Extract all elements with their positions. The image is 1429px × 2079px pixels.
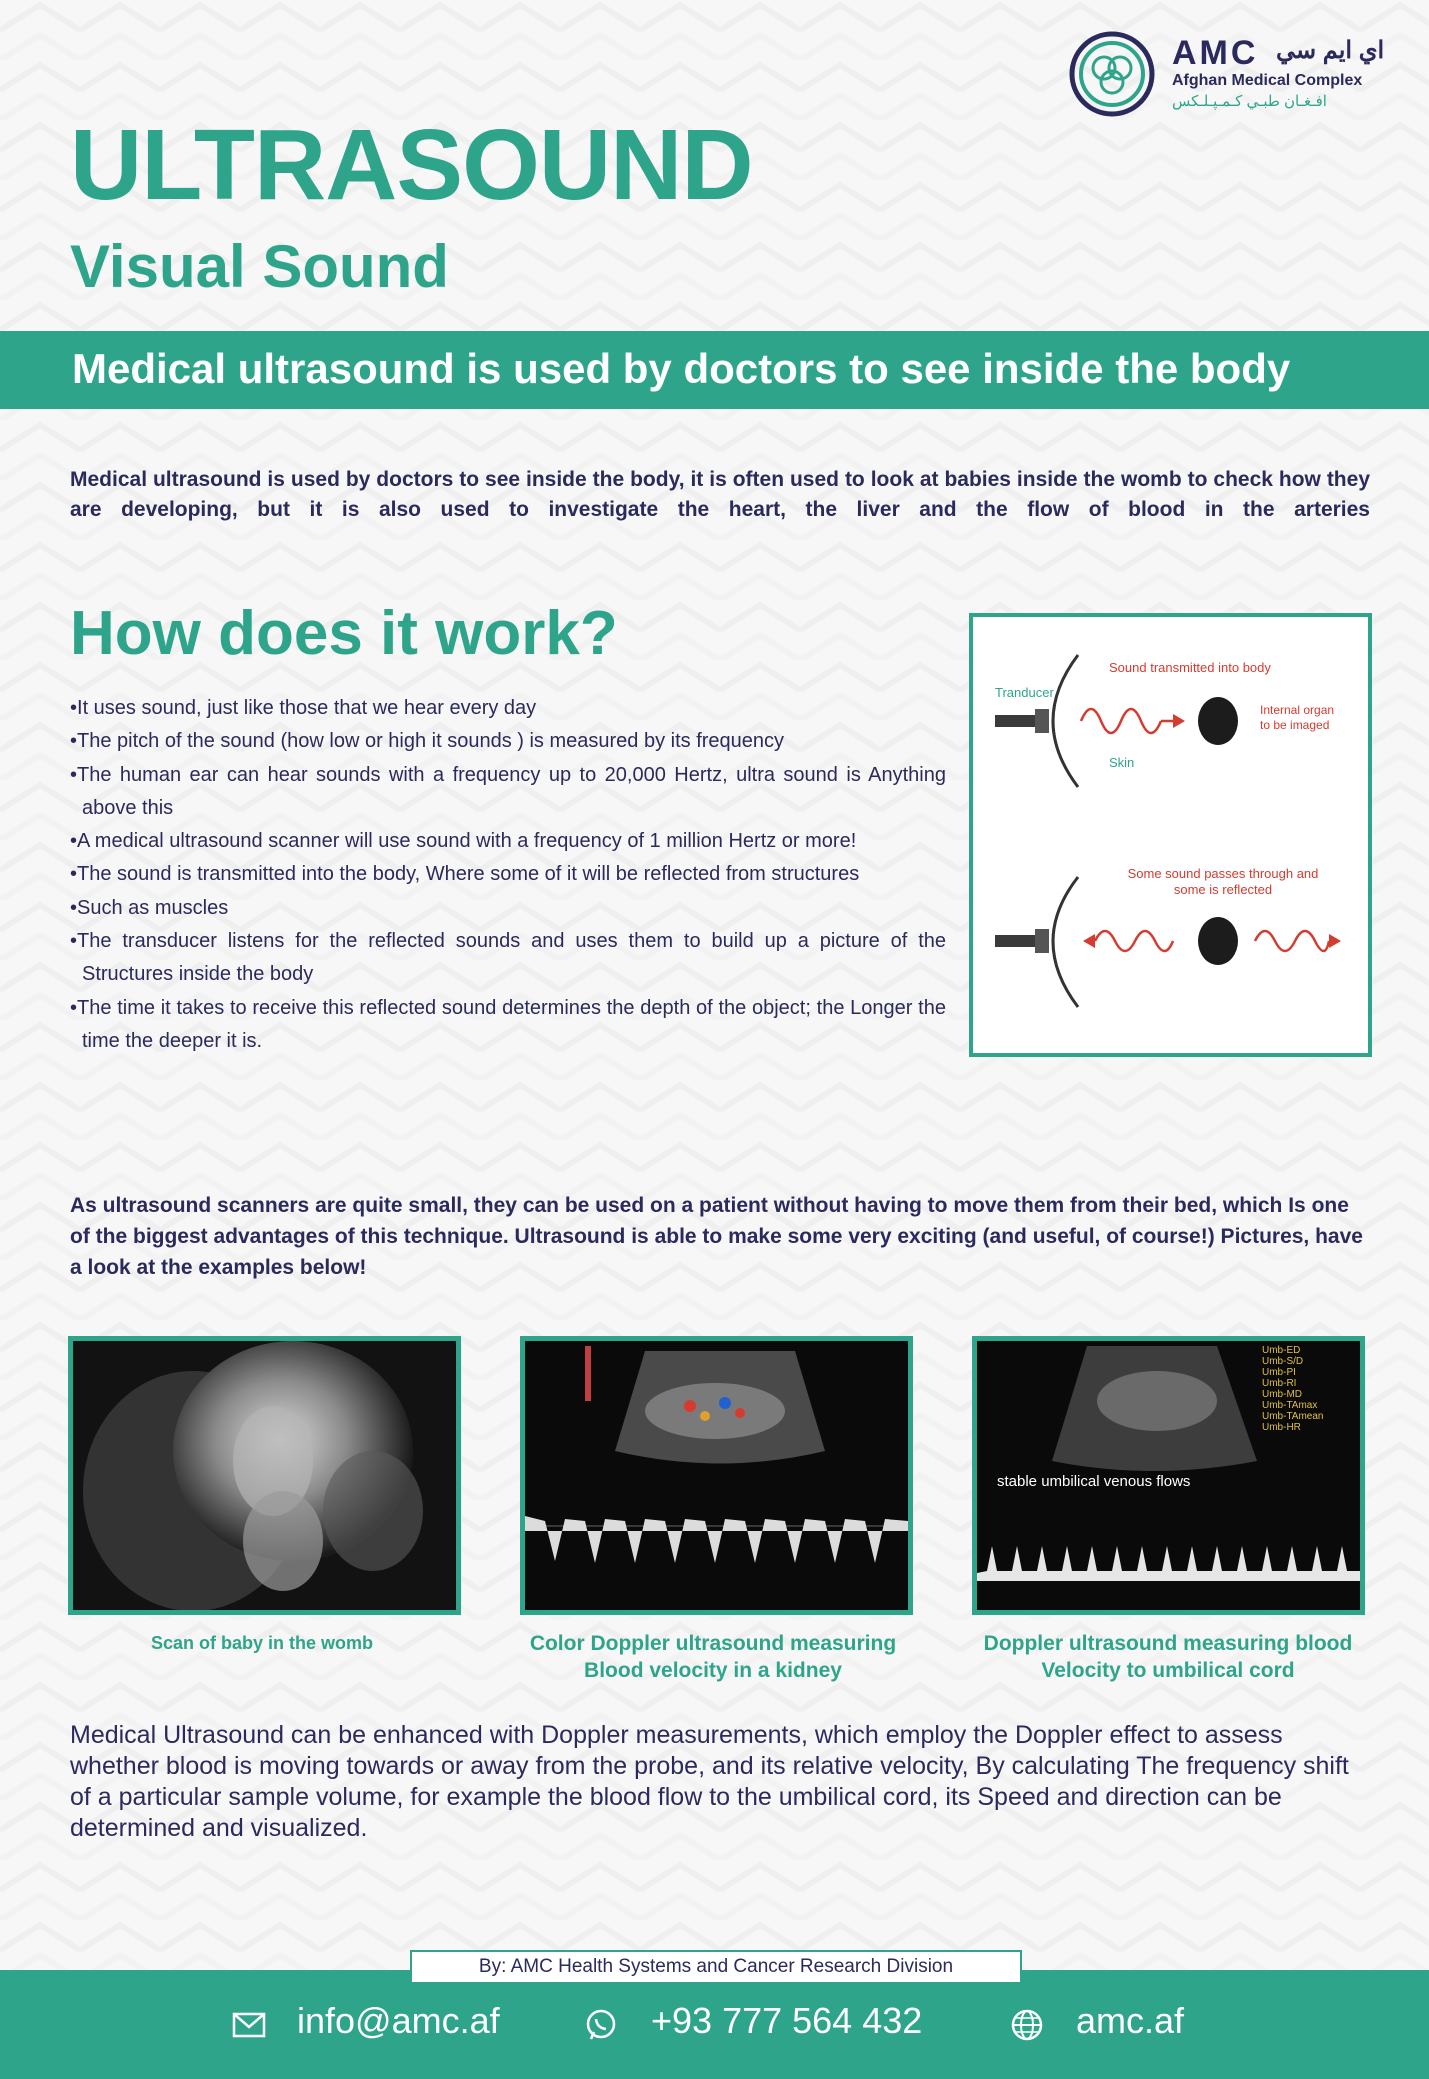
footer-website[interactable]: amc.af [1076, 2000, 1185, 2041]
caption-line: Blood velocity in a kidney [584, 1659, 842, 1682]
readout-item: Umb-PI [1262, 1367, 1296, 1378]
reflected-wave [1095, 931, 1173, 951]
organ-label-line2: to be imaged [1260, 718, 1330, 732]
ultrasound-diagram [969, 613, 1372, 1057]
list-item: • It uses sound, just like those that we hear every day [70, 692, 946, 725]
intro-paragraph: Medical ultrasound is used by doctors to see inside the body, it is often used to look at babies inside the womb to check how they are developing, but it is also used to investigate the heart, the liver and the flow of blood in the arteries [70, 468, 1370, 521]
amc-logo-icon [1068, 30, 1156, 118]
skin-curve [1053, 655, 1078, 787]
kidney-doppler-picture [525, 1341, 908, 1610]
reflected-label-line2: some is reflected [1173, 882, 1273, 897]
doppler-paragraph: Medical Ultrasound can be enhanced with Doppler measurements, which employ the Doppler effect to assess whether blood is moving towards or away from the probe, and its relative velocity, By calculating The frequency shift of a particular sample volume, for example the blood flow to the umbilical cord, its Speed and direction can be determined and visualized. [70, 1721, 1349, 1842]
readout-item: Umb-MD [1262, 1389, 1302, 1400]
footer-phone[interactable]: +93 777 564 432 [651, 2000, 923, 2041]
list-item: • The transducer listens for the reflected sounds and uses them to build up a picture of the Structures inside the body [70, 925, 946, 992]
caption-baby-scan: Scan of baby in the womb [150, 1633, 374, 1653]
baby-scan-image [68, 1336, 461, 1615]
readout-item: Umb-ED [1262, 1345, 1301, 1356]
passthrough-arrow-icon [1329, 934, 1341, 948]
mail-icon [232, 2010, 268, 2040]
ultrasound-diagram-svg [973, 617, 1368, 1053]
passthrough-wave [1255, 931, 1329, 951]
readout-item: Umb-TAmax [1262, 1400, 1318, 1411]
logo-arabic-subtitle: افـغـان طبـي كـمـپـلـكس [1172, 93, 1327, 110]
amc-logo [1068, 30, 1388, 120]
skin-curve [1053, 877, 1078, 1007]
readout-item: Umb-TAmean [1262, 1411, 1324, 1422]
headline-banner-text: Medical ultrasound is used by doctors to see inside the body [72, 345, 1291, 392]
logo-abbr: AMC [1172, 34, 1259, 72]
byline: By: AMC Health Systems and Cancer Research Division [410, 1950, 1022, 1984]
how-it-works-heading: How does it work? [70, 599, 618, 668]
organ-icon [1198, 917, 1238, 965]
transmitted-wave [1081, 709, 1161, 733]
list-item: • The human ear can hear sounds with a frequency up to 20,000 Hertz, ultra sound is Anything above this [70, 759, 946, 826]
caption-line: Velocity to umbilical cord [1041, 1659, 1295, 1682]
readout-item: Umb-HR [1262, 1422, 1301, 1433]
list-item: • The time it takes to receive this reflected sound determines the depth of the object; the Longer the time the deeper it is. [70, 992, 946, 1059]
organ-icon [1198, 697, 1238, 745]
how-it-works-list [70, 692, 946, 1058]
caption-kidney-doppler [503, 1630, 923, 1684]
transducer-head-icon [1035, 709, 1049, 733]
advantages-paragraph: As ultrasound scanners are quite small, they can be used on a patient without having to move them from their bed, which Is one of the biggest advantages of this technique. Ultrasound is able to make some very exciting (and useful, of course!) Pictures, have a look at the examples below! [70, 1194, 1363, 1279]
umbilical-doppler-picture [977, 1341, 1360, 1610]
umbilical-doppler-image [972, 1336, 1365, 1615]
caption-umbilical-doppler [958, 1630, 1378, 1684]
readout-item: Umb-S/D [1262, 1356, 1304, 1367]
page-title: ULTRASOUND [70, 109, 753, 221]
caption-line: Doppler ultrasound measuring blood [983, 1632, 1353, 1655]
transducer-label: Tranducer [995, 685, 1054, 700]
kidney-doppler-image [520, 1336, 913, 1615]
whatsapp-icon [584, 2008, 618, 2042]
logo-arabic-name: اي ايم سي [1276, 37, 1385, 64]
reflected-label-line1: Some sound passes through and [1127, 866, 1319, 881]
headline-banner [0, 331, 1429, 409]
list-item: • A medical ultrasound scanner will use sound with a frequency of 1 million Hertz or more! [70, 825, 946, 858]
skin-label: Skin [1109, 755, 1135, 770]
transducer-probe-icon [995, 715, 1039, 727]
readout-item: Umb-RI [1262, 1378, 1297, 1389]
globe-icon [1010, 2008, 1044, 2042]
transmitted-label: Sound transmitted into body [1109, 660, 1271, 675]
transmitted-arrow-icon [1173, 714, 1185, 728]
transducer-probe-icon [995, 935, 1039, 947]
transducer-head-icon [1035, 929, 1049, 953]
overlay-text: stable umbilical venous flows [997, 1473, 1191, 1490]
page-subtitle: Visual Sound [70, 233, 449, 300]
list-item: • Such as muscles [70, 892, 946, 925]
organ-label-line1: Internal organ [1260, 703, 1335, 717]
reflected-arrow-icon [1083, 934, 1095, 948]
logo-english-name: Afghan Medical Complex [1172, 72, 1363, 89]
list-item: • The sound is transmitted into the body, Where some of it will be reflected from structures [70, 858, 946, 891]
footer-email[interactable]: info@amc.af [297, 2000, 500, 2041]
list-item: • The pitch of the sound (how low or high it sounds ) is measured by its frequency [70, 725, 946, 758]
caption-line: Color Doppler ultrasound measuring [529, 1632, 897, 1655]
baby-scan-picture [73, 1341, 456, 1610]
